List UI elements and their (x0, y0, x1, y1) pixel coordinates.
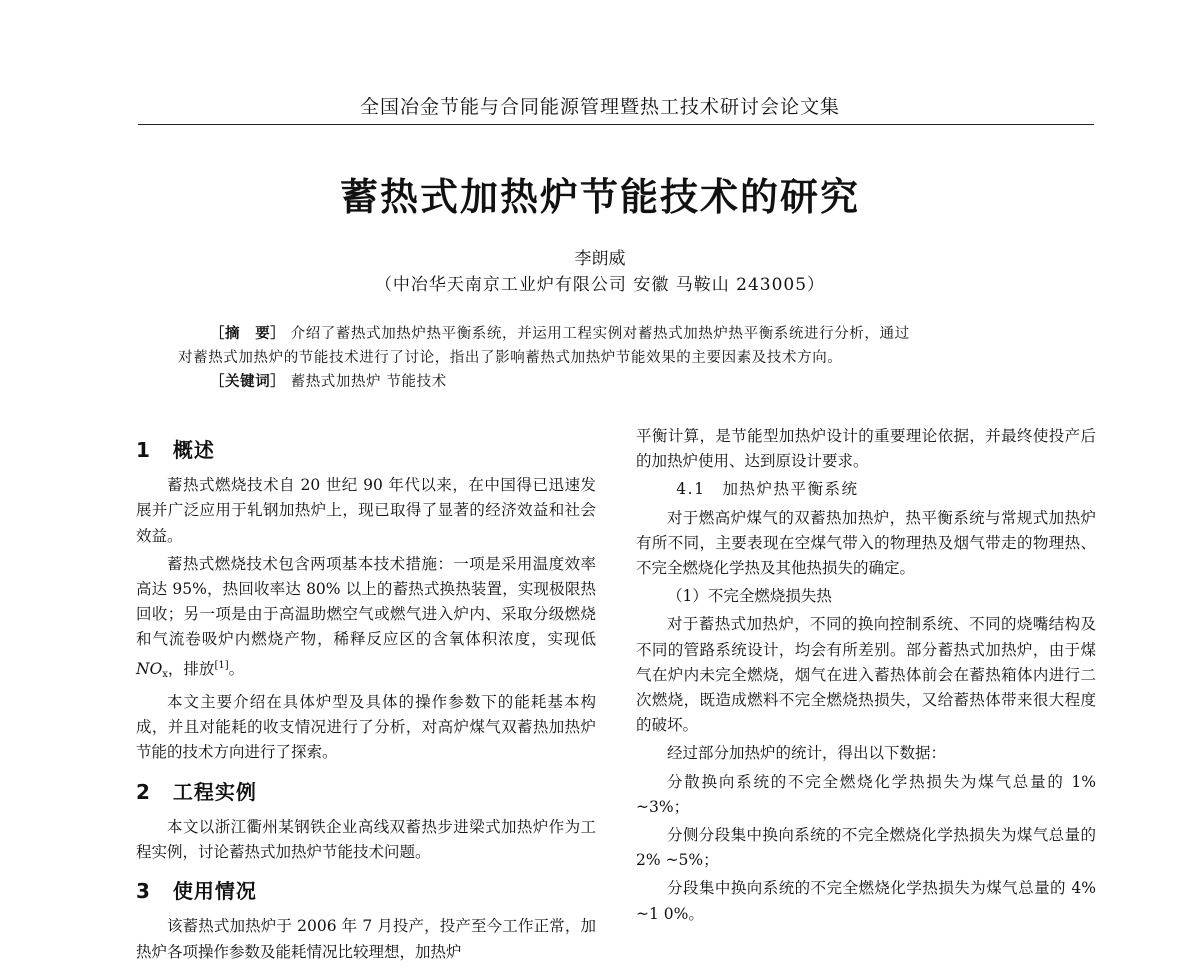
nox-symbol: NO (136, 659, 163, 678)
section-1-paragraph-3: 本文主要介绍在具体炉型及具体的操作参数下的能耗基本构成，并且对能耗的收支情况进行了分析，对高炉煤气双蓄热加热炉节能的技术方向进行了探索。 (136, 692, 596, 762)
section-3-paragraph-1: 该蓄热式加热炉于 2006 年 7 月投产，投产至今工作正常，加热炉各项操作参数及能耗情况比较理想，加热炉 (136, 917, 596, 961)
section-number: 1 (136, 438, 151, 462)
right-paragraph-6: 分段集中换向系统的不完全燃烧化学热损失为煤气总量的 4% ~1 0%。 (636, 879, 1096, 923)
header-rule (138, 124, 1094, 125)
section-title: 使用情况 (172, 879, 257, 904)
abstract-label: ［摘 要］ (209, 325, 286, 342)
nox-subscript: x (162, 668, 168, 680)
right-paragraph-2: 对于蓄热式加热炉，不同的换向控制系统、不同的烧嘴结构及不同的管路系统设计，均会有所差别。部分蓄热式加热炉，由于煤气在炉内未完全燃烧，烟气在进入蓄热体前会在蓄热箱体内进行二次燃烧，既造成燃料不完全燃烧热损失，又给蓄热体带来很大程度的破坏。 (636, 615, 1096, 735)
abstract-text-line2: 对蓄热式加热炉的节能技术进行了讨论，指出了影响蓄热式加热炉节能效果的主要因素及技术方向。 (178, 350, 843, 366)
left-column (136, 424, 596, 968)
section-title: 概述 (172, 438, 215, 462)
paper-title: 蓄热式加热炉节能技术的研究 (339, 174, 860, 219)
section-heading-3 (136, 879, 596, 904)
continuation-paragraph: 平衡计算，是节能型加热炉设计的重要理论依据，并最终使投产后的加热炉使用、达到原设计要求。 (636, 427, 1096, 471)
author: 李朗威 (574, 249, 626, 269)
right-paragraph-5: 分侧分段集中换向系统的不完全燃烧化学热损失为煤气总量的 2% ~5%； (636, 826, 1096, 870)
keywords-label: ［关键词］ (209, 373, 286, 390)
nox-tail: ，排放 (167, 659, 215, 678)
abstract-paragraph (178, 322, 1058, 370)
section-heading-1 (136, 438, 596, 463)
section-number: 3 (136, 879, 151, 904)
section-1-paragraph-2 (136, 552, 596, 687)
running-header: 全国冶金节能与合同能源管理暨热工技术研讨会论文集 (359, 96, 840, 118)
reference-mark[interactable]: [1] (214, 659, 229, 671)
section-heading-2 (136, 780, 596, 805)
right-column (636, 424, 1096, 930)
affiliation: （中冶华天南京工业炉有限公司 安徽 马鞍山 243005） (374, 275, 826, 295)
abstract-block (178, 322, 1058, 394)
section-2-paragraph-1: 本文以浙江衢州某钢铁企业高线双蓄热步进梁式加热炉作为工程实例，讨论蓄热式加热炉节能技术问题。 (136, 817, 596, 861)
section-number: 2 (136, 779, 151, 804)
abstract-text-line1: 介绍了蓄热式加热炉热平衡系统，并运用工程实例对蓄热式加热炉热平衡系统进行分析，通过 (290, 326, 910, 342)
keywords-text: 蓄热式加热炉 节能技术 (290, 374, 447, 390)
right-paragraph-1: 对于燃高炉煤气的双蓄热加热炉，热平衡系统与常规式加热炉有所不同，主要表现在空煤气带入的物理热及烟气带走的物理热、不完全燃烧化学热及其他热损失的确定。 (636, 508, 1096, 578)
list-item-heading: （1）不完全燃烧损失热 (667, 587, 832, 606)
right-paragraph-4: 分散换向系统的不完全燃烧化学热损失为煤气总量的 1% ~3%； (636, 772, 1096, 816)
paragraph-text: 蓄热式燃烧技术包含两项基本技术措施：一项是采用温度效率高达 95%，热回收率达 80% 以上的蓄热式换热装置，实现极限热回收；另一项是由于高温助燃空气或燃气进入炉内、采取分级燃烧和气流卷吸炉内燃烧产物，稀释反应区的含氧体积浓度，实现低 (136, 554, 596, 649)
section-1-paragraph-1: 蓄热式燃烧技术自 20 世纪 90 年代以来，在中国得已迅速发展并广泛应用于轧钢加热炉上，现已取得了显著的经济效益和社会效益。 (136, 476, 596, 545)
right-paragraph-3: 经过部分加热炉的统计，得出以下数据： (667, 744, 947, 763)
ref-tail: 。 (228, 659, 245, 678)
keywords-line (178, 370, 1058, 394)
subsection-heading-4-1: 4.1 加热炉热平衡系统 (676, 480, 859, 499)
section-title: 工程实例 (172, 779, 257, 804)
